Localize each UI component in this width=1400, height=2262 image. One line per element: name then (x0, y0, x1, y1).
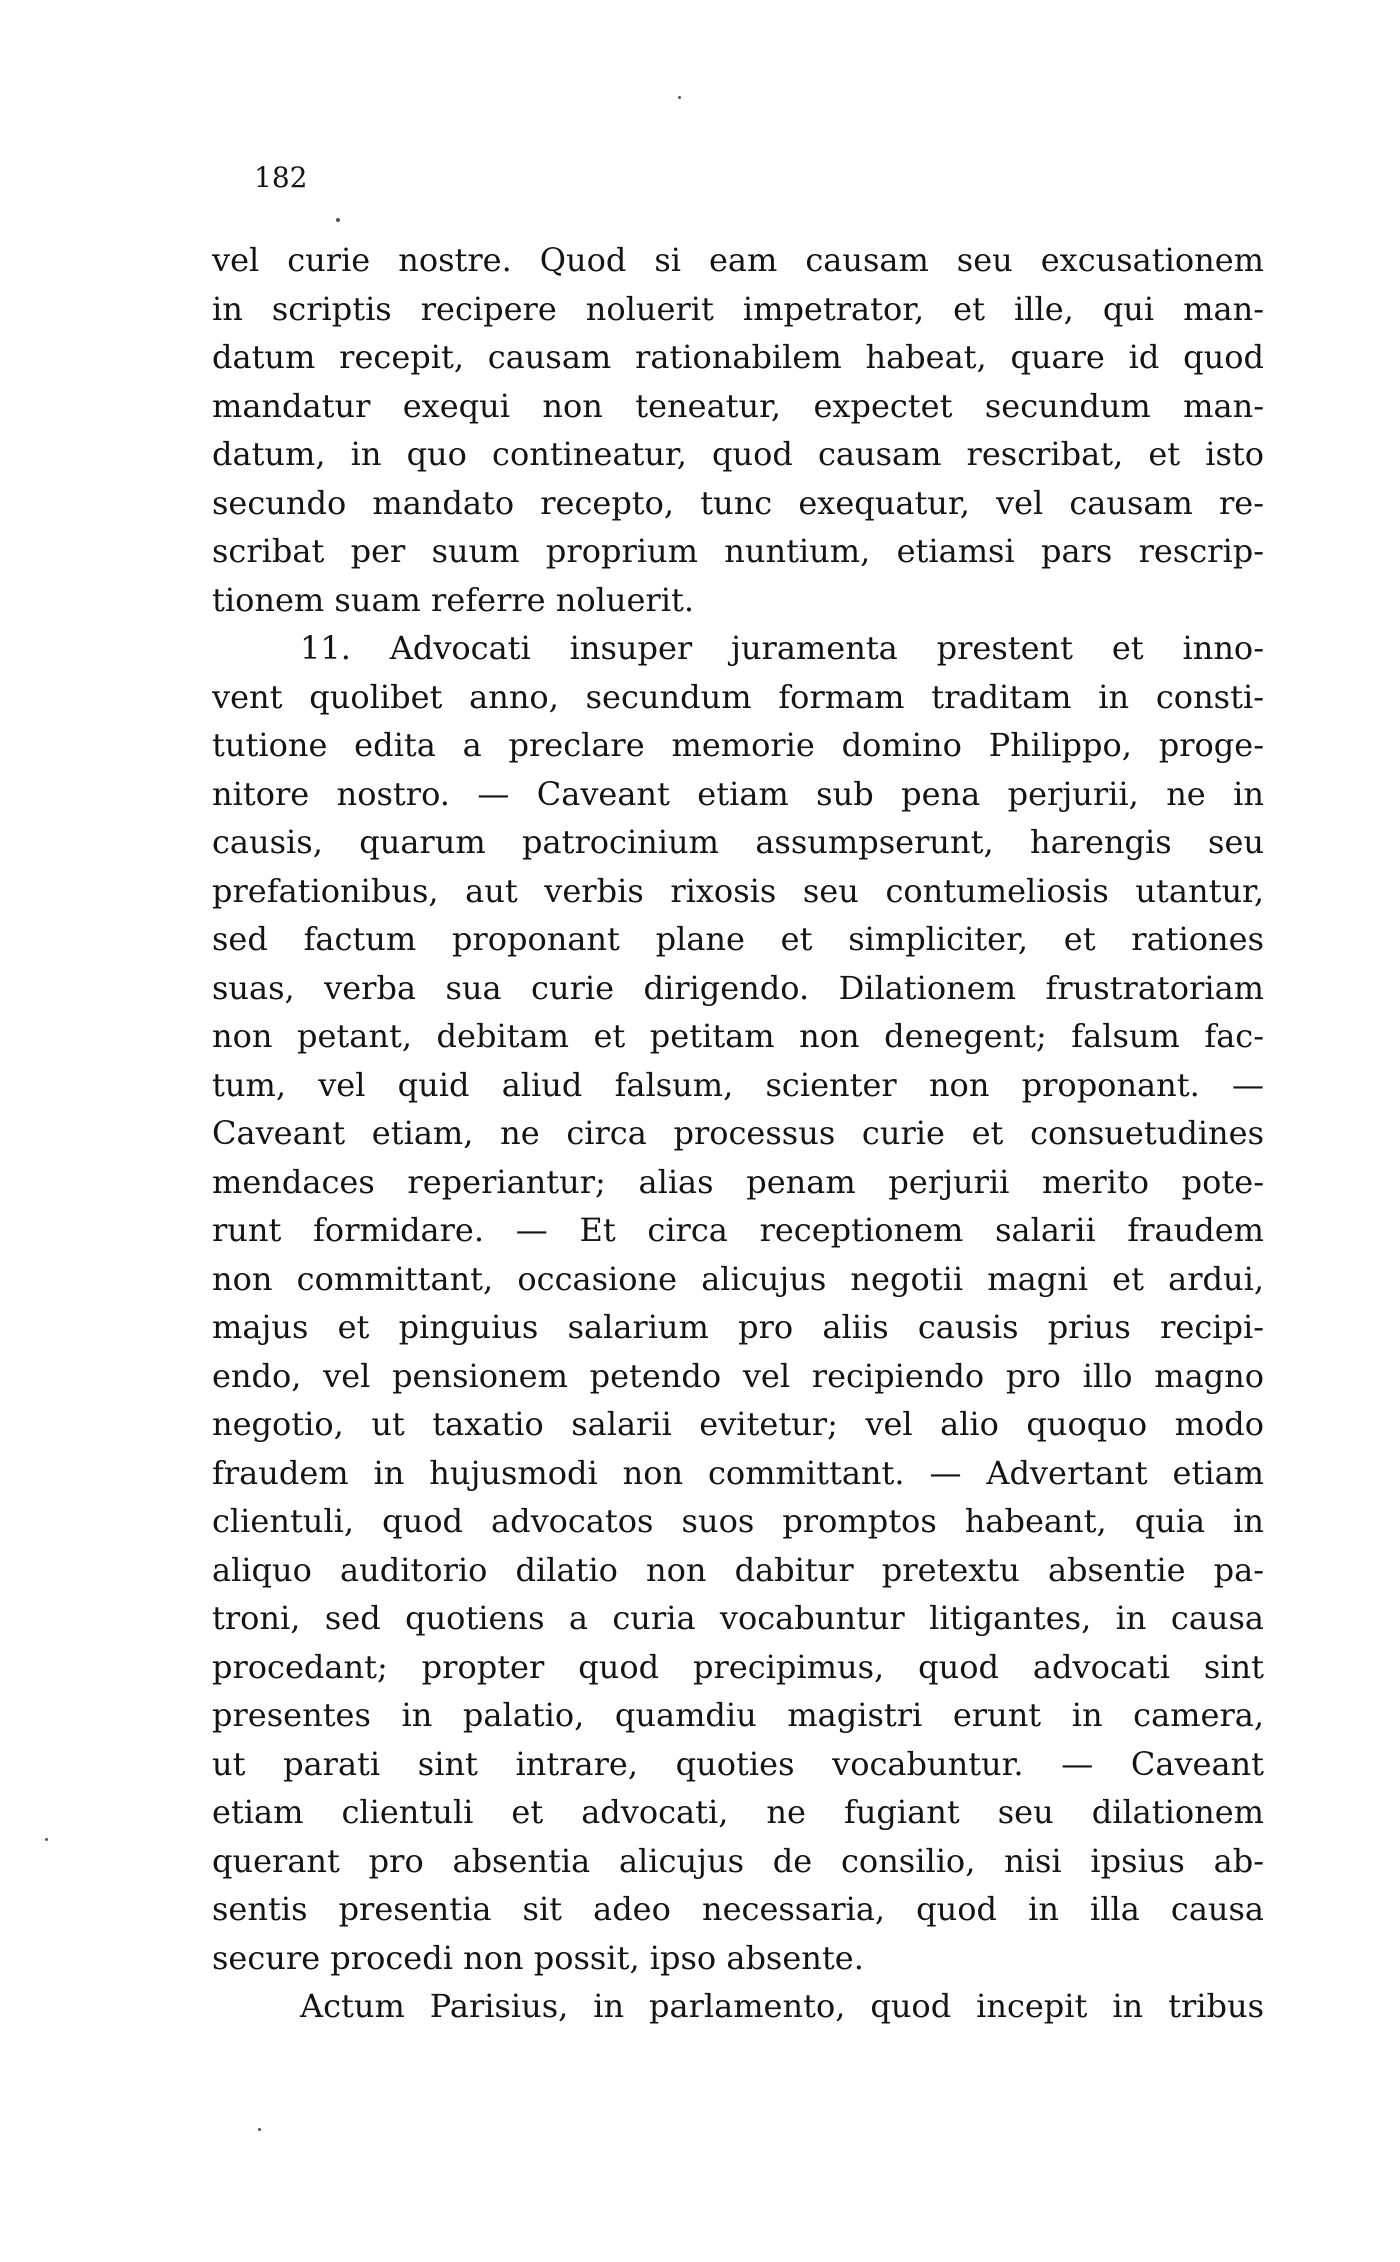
print-speck (45, 1838, 48, 1841)
text-line: secure procedi non possit, ipso absente. (212, 1938, 864, 1977)
text-line: troni, sed quotiens a curia vocabuntur litigantes, in causa (212, 1599, 1264, 1637)
text-line: secundo mandato recepto, tunc exequatur, vel causam re- (212, 483, 1264, 522)
text-line: Caveant etiam, ne circa processus curie et consuetudines (212, 1114, 1264, 1152)
text-line: tionem suam referre noluerit. (212, 580, 694, 619)
text-line: vent quolibet anno, secundum formam traditam in consti- (212, 677, 1264, 716)
text-line: mendaces reperiantur; alias penam perjurii merito pote- (212, 1162, 1264, 1201)
text-line: Actum Parisius, in parlamento, quod incepit in tribus (300, 1987, 1264, 2025)
print-speck (336, 218, 340, 222)
text-line: tum, vel quid aliud falsum, scienter non proponant. — (212, 1065, 1264, 1104)
text-line: non committant, occasione alicujus negotii magni et ardui, (212, 1259, 1264, 1298)
text-line: majus et pinguius salarium pro aliis causis prius recipi- (212, 1308, 1264, 1346)
text-line: endo, vel pensionem petendo vel recipiendo pro illo magno (212, 1356, 1264, 1395)
print-speck (678, 96, 681, 99)
text-line: runt formidare. — Et circa receptionem salarii fraudem (212, 1211, 1264, 1249)
page-number: 182 (254, 161, 308, 194)
text-line: non petant, debitam et petitam non denegent; falsum fac- (212, 1017, 1264, 1055)
text-line: causis, quarum patrocinium assumpserunt, harengis seu (212, 823, 1264, 861)
text-line: sentis presentia sit adeo necessaria, quod in illa causa (212, 1890, 1264, 1928)
text-line: vel curie nostre. Quod si eam causam seu excusationem (212, 241, 1264, 279)
text-line: querant pro absentia alicujus de consilio, nisi ipsius ab- (212, 1841, 1264, 1880)
text-line: nitore nostro. — Caveant etiam sub pena perjurii, ne in (212, 774, 1264, 813)
text-line: sed factum proponant plane et simpliciter, et rationes (212, 920, 1264, 958)
text-line: fraudem in hujusmodi non committant. — Advertant etiam (212, 1453, 1264, 1492)
text-line: 11. Advocati insuper juramenta prestent et inno- (300, 629, 1264, 667)
text-line: aliquo auditorio dilatio non dabitur pretextu absentie pa- (212, 1550, 1264, 1589)
print-speck (258, 2128, 261, 2131)
text-line: clientuli, quod advocatos suos promptos habeant, quia in (212, 1502, 1264, 1540)
text-line: procedant; propter quod precipimus, quod advocati sint (212, 1647, 1264, 1686)
text-line: scribat per suum proprium nuntium, etiamsi pars rescrip- (212, 532, 1264, 570)
text-line: in scriptis recipere noluerit impetrator, et ille, qui man- (212, 289, 1264, 328)
text-line: datum recepit, causam rationabilem habeat, quare id quod (212, 338, 1264, 376)
text-line: prefationibus, aut verbis rixosis seu contumeliosis utantur, (212, 871, 1264, 910)
text-line: tutione edita a preclare memorie domino Philippo, proge- (212, 726, 1264, 764)
text-line: ut parati sint intrare, quoties vocabuntur. — Caveant (212, 1744, 1264, 1783)
text-line: presentes in palatio, quamdiu magistri erunt in camera, (212, 1696, 1264, 1734)
text-line: mandatur exequi non teneatur, expectet secundum man- (212, 386, 1264, 425)
text-line: datum, in quo contineatur, quod causam rescribat, et isto (212, 435, 1264, 473)
text-line: suas, verba sua curie dirigendo. Dilationem frustratoriam (212, 968, 1264, 1007)
text-line: etiam clientuli et advocati, ne fugiant seu dilationem (212, 1793, 1264, 1831)
body-text (212, 236, 1264, 2031)
text-line: negotio, ut taxatio salarii evitetur; vel alio quoquo modo (212, 1405, 1264, 1443)
